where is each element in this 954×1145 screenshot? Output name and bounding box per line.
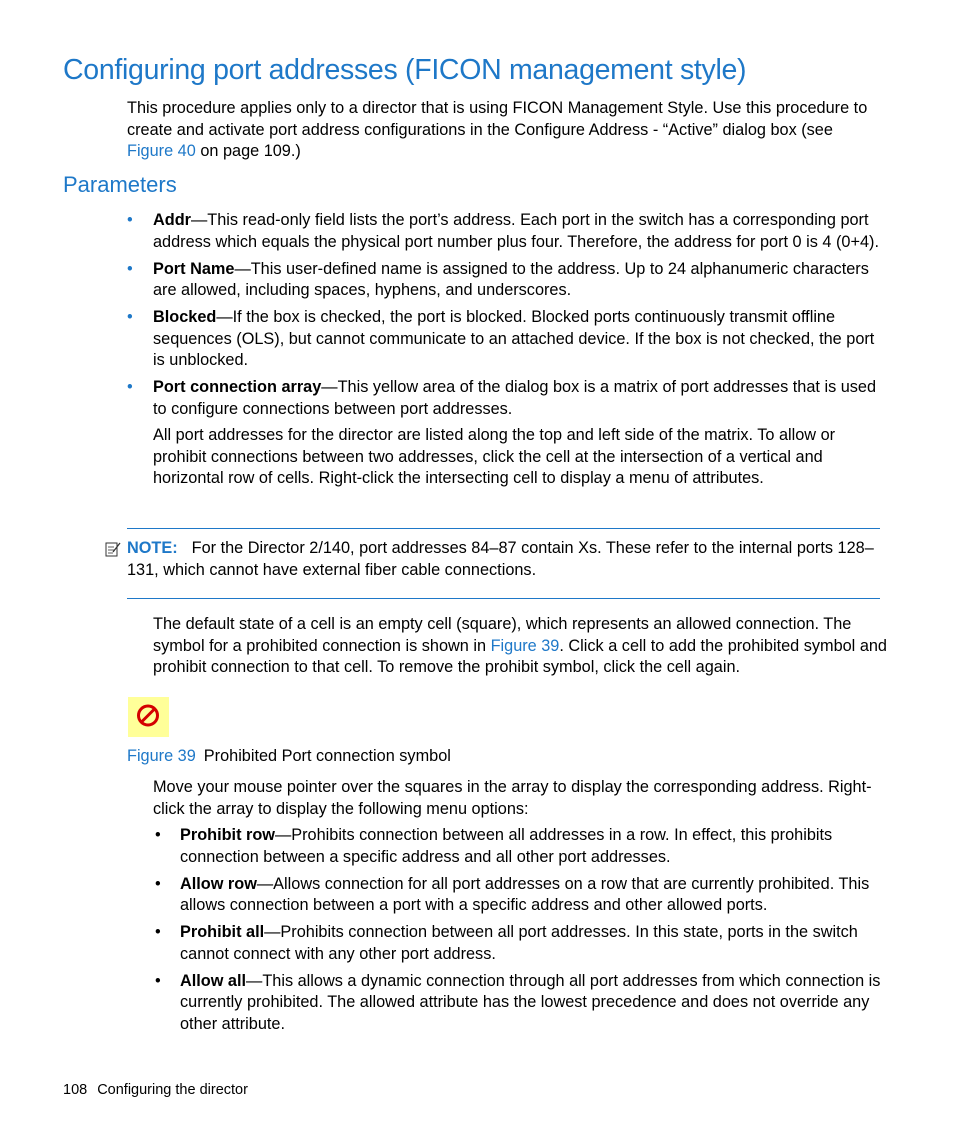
bullet: • [127,308,133,326]
note-top-rule [127,528,880,529]
parameters-list [127,210,887,495]
bullet: • [127,211,133,229]
option-desc: —This allows a dynamic connection through all port addresses from which connection is currently prohibited. The allowed attribute has the lowest precedence and does not override any other attribute. [180,971,881,1033]
note-pad-icon [104,540,122,558]
figure-label: Figure 39 [127,747,196,765]
mouse-paragraph: Move your mouse pointer over the squares in the array to display the corresponding address. Right-click the array to display the following menu options: [153,778,872,818]
list-item [153,971,888,1036]
list-item [127,307,887,372]
figure-39-link[interactable]: Figure 39 [490,636,560,655]
option-desc: —Prohibits connection between all port addresses. In this state, ports in the switch cannot connect with any other port address. [180,923,858,963]
option-term: Prohibit all [180,923,265,941]
default-text: The default state of a cell is an empty cell (square), which represents an allowed connection. The symbol for a prohibited connection is shown in [153,615,852,655]
bullet: • [127,378,133,396]
prohibited-symbol-figure [128,697,169,737]
prohibited-symbol-icon [128,697,169,737]
param-desc: —If the box is checked, the port is blocked. Blocked ports continuously transmit offline sequences (OLS), but cannot communicate to an attached device. If the box is not checked, the port is unblocked. [153,308,875,369]
option-term: Allow all [180,971,247,990]
note-block [104,538,884,581]
bullet: • [127,259,133,278]
option-term: Allow row [180,874,257,893]
default-text-end: . Click a cell to add the prohibited symbol and prohibit connection to that cell. To remove the prohibit symbol, click the cell again. [153,636,887,676]
list-item [127,210,887,253]
list-item [153,874,888,917]
list-item [127,259,887,302]
note-label: NOTE: [127,539,178,557]
bullet: • [155,923,161,941]
page-number: 108 [63,1082,88,1098]
param-term: Port connection array [153,378,322,396]
page-title: Configuring port addresses (FICON management style) [63,54,747,86]
figure-caption-text: Prohibited Port connection symbol [203,747,451,765]
param-desc: —This yellow area of the dialog box is a matrix of port addresses that is used to configure connections between port addresses. [153,378,877,418]
option-desc: —Allows connection for all port addresses on a row that are currently prohibited. This allows connection between a port with a specific address and other allowed ports. [180,874,870,914]
list-item [153,825,888,868]
figure-40-link[interactable]: Figure 40 [127,142,196,160]
bullet: • [155,826,161,844]
intro-paragraph [127,98,872,163]
default-state-paragraph [153,614,888,679]
param-desc: —This user-defined name is assigned to the address. Up to 24 alphanumeric characters are allowed, including spaces, hyphens, and underscores. [153,259,869,299]
param-term: Blocked [153,308,217,326]
param-term: Port Name [153,259,235,278]
array-followup: All port addresses for the director are listed along the top and left side of the matrix. To allow or prohibit connections between two addresses, click the cell at the intersection of a vertical and horizontal row of cells. Right-click the intersecting cell to display a menu of attributes. [153,426,836,487]
footer-section: Configuring the director [97,1082,248,1098]
figure-caption [127,746,451,768]
param-term: Addr [153,211,191,229]
menu-options-list [153,825,888,1041]
list-item [153,922,888,965]
note-bottom-rule [127,598,880,599]
option-term: Prohibit row [180,826,275,844]
intro-text: This procedure applies only to a director that is using FICON Management Style. Use this procedure to create and activate port address configurations in the Configure Address - “Active” dialog box (see [127,99,868,139]
param-desc: —This read-only field lists the port’s address. Each port in the switch has a corresponding port address which equals the physical port number plus four. Therefore, the address for port 0 is 4 (0+4). [153,211,879,251]
note-text: For the Director 2/140, port addresses 84–87 contain Xs. These refer to the internal ports 128–131, which cannot have external fiber cable connections. [127,539,874,579]
bullet: • [155,971,161,990]
list-item [127,377,887,490]
section-heading: Parameters [63,172,177,197]
bullet: • [155,874,161,893]
option-desc: —Prohibits connection between all addresses in a row. In effect, this prohibits connection between a specific address and all other port addresses. [180,826,833,866]
page-footer [63,1082,248,1098]
intro-text-end: on page 109.) [195,142,301,160]
